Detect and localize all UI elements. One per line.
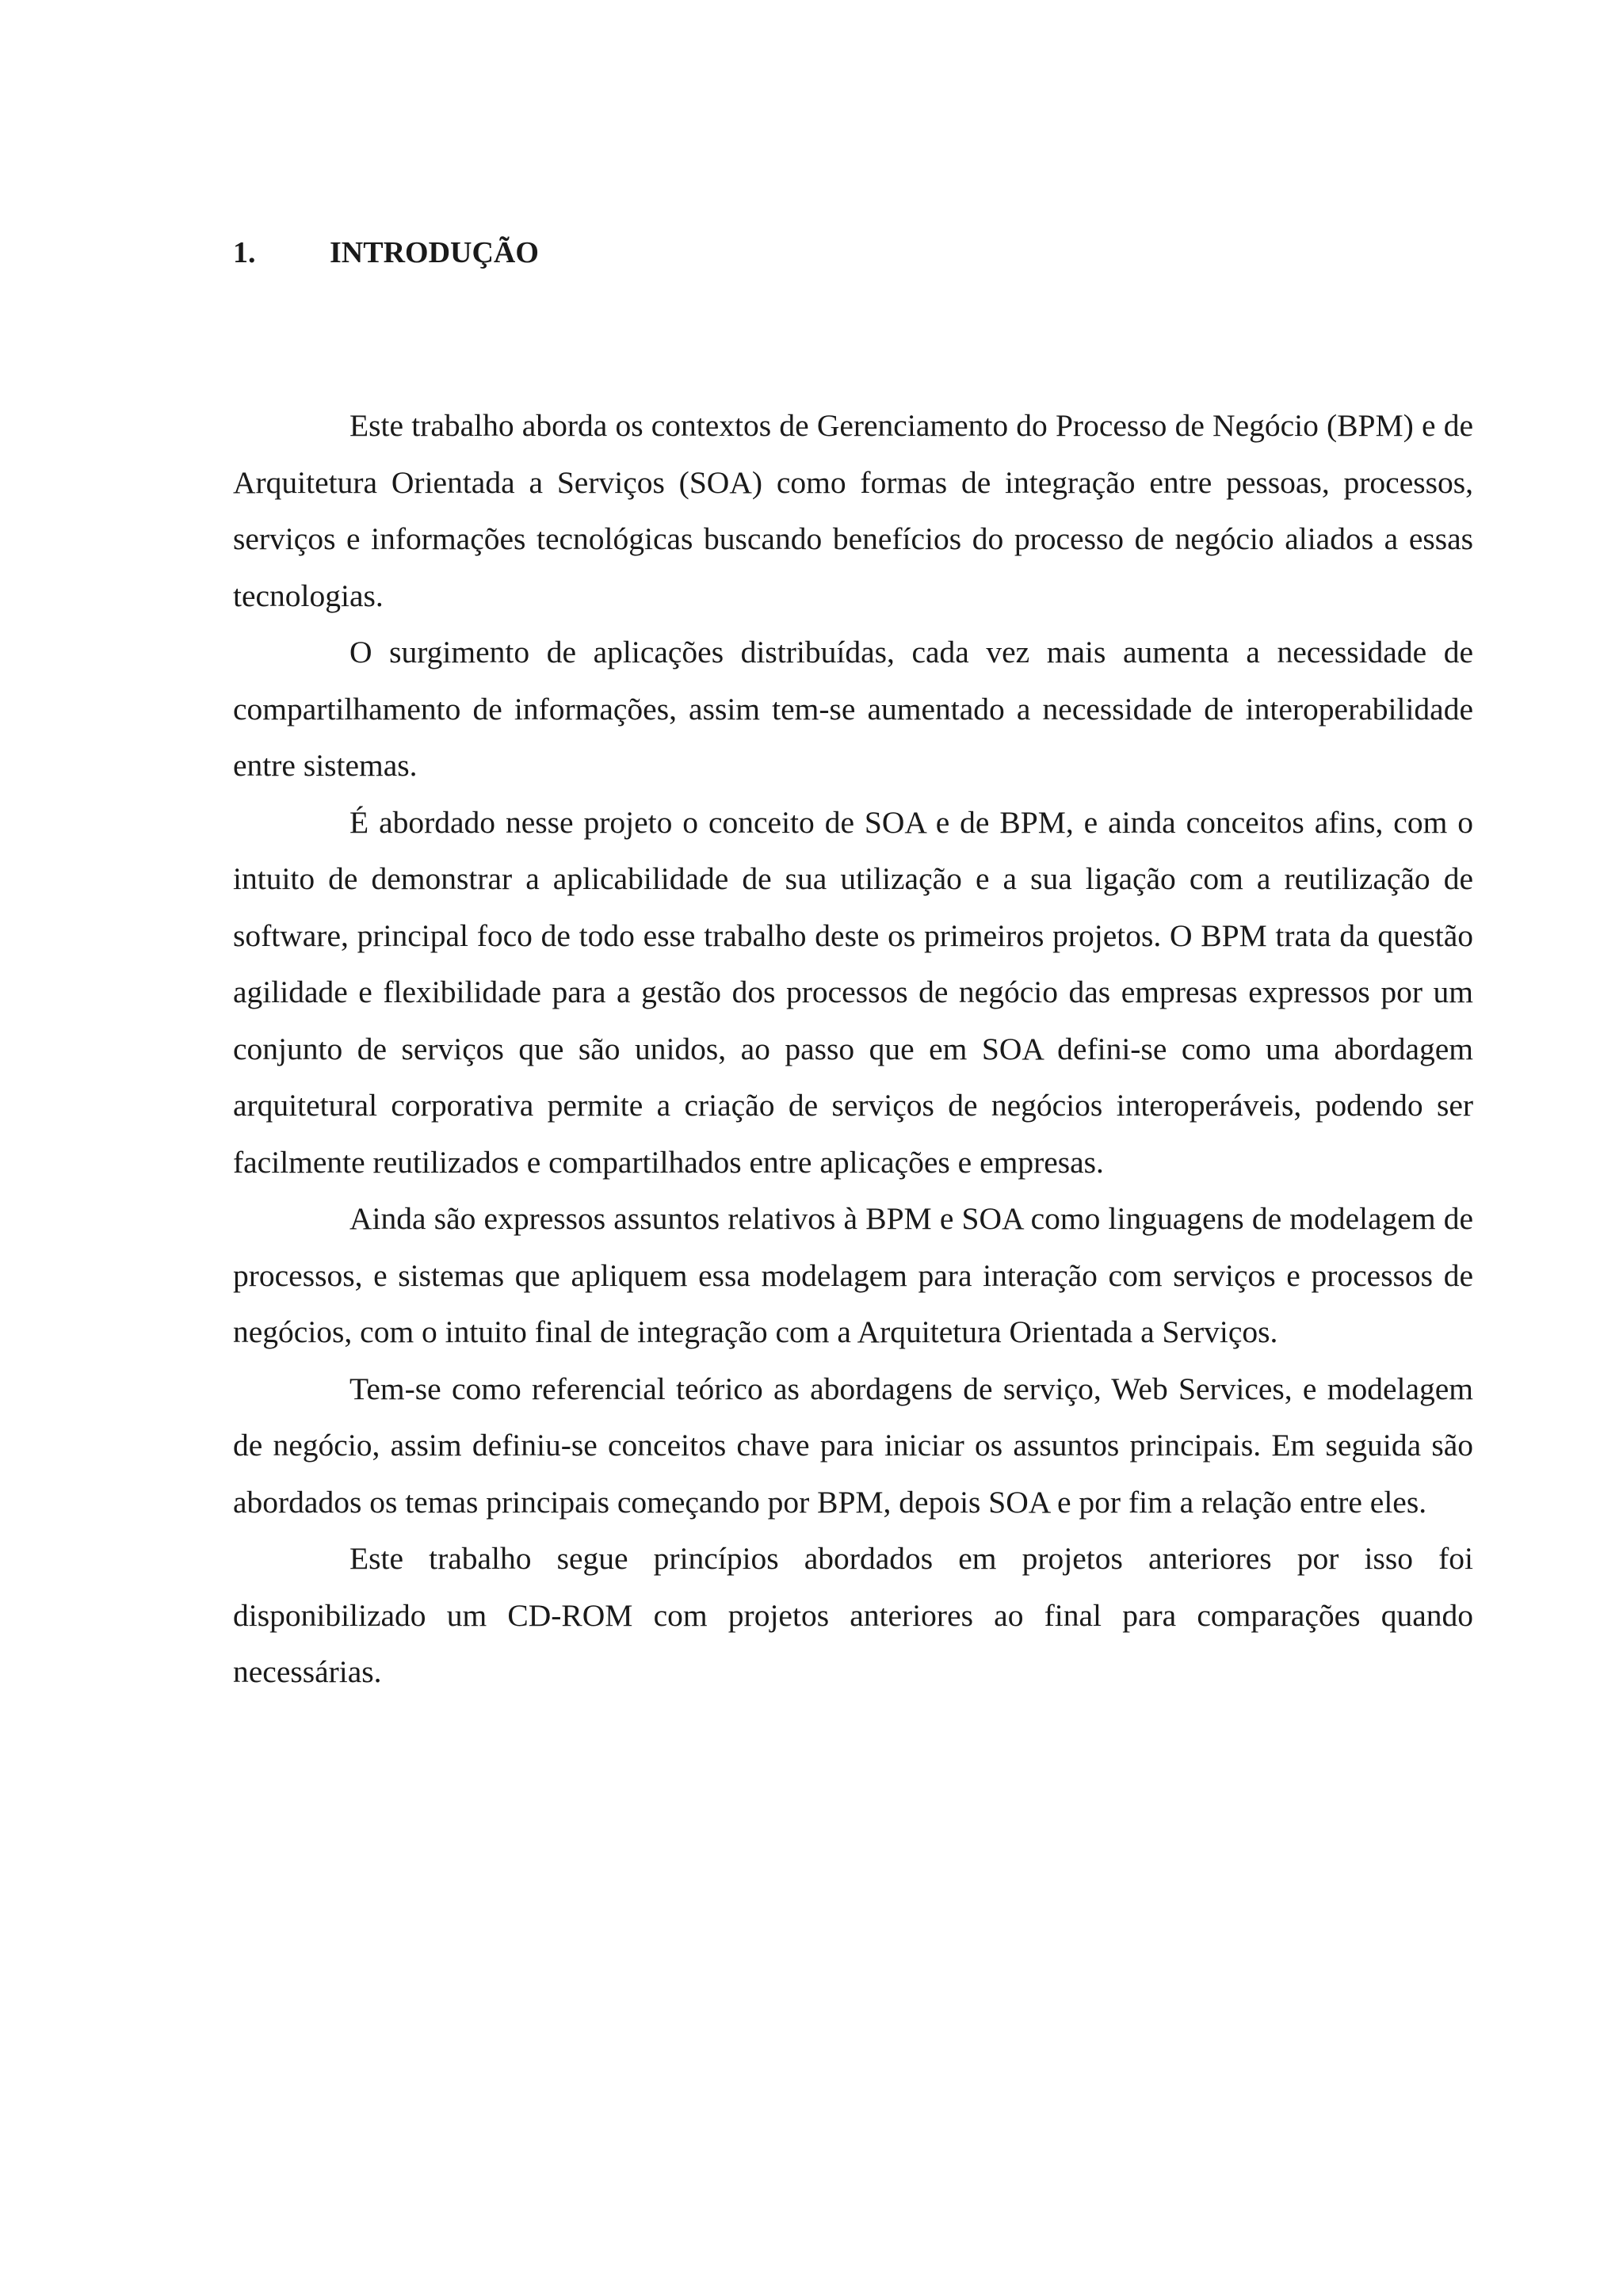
paragraph: O surgimento de aplicações distribuídas, cada vez mais aumenta a necessidade de compartilhamento de informações, assim tem-se aumentado a necessidade de interoperabilidade entre sistemas. bbox=[233, 635, 1473, 783]
paragraph: Tem-se como referencial teórico as abordagens de serviço, Web Services, e modelagem de negócio, assim definiu-se conceitos chave para iniciar os assuntos principais. Em seguida são abordados os temas principais começando por BPM, depois SOA e por fim a relação entre eles. bbox=[233, 1371, 1473, 1520]
section-number: 1. bbox=[233, 236, 256, 269]
paragraph: Ainda são expressos assuntos relativos à BPM e SOA como linguagens de modelagem de processos, e sistemas que apliquem essa modelagem para interação com serviços e processos de negócios, com o intuito final de integração com a Arquitetura Orientada a Serviços. bbox=[233, 1201, 1473, 1349]
paragraph: Este trabalho aborda os contextos de Gerenciamento do Processo de Negócio (BPM) e de Arquitetura Orientada a Serviços (SOA) como formas de integração entre pessoas, processos, serviços e informações tecnológicas buscando benefícios do processo de negócio aliados a essas tecnologias. bbox=[233, 408, 1473, 613]
body-text bbox=[233, 398, 1473, 1701]
section-title: INTRODUÇÃO bbox=[330, 236, 539, 269]
paragraph: Este trabalho segue princípios abordados em projetos anteriores por isso foi disponibilizado um CD-ROM com projetos anteriores ao final para comparações quando necessárias. bbox=[233, 1541, 1473, 1689]
section-heading bbox=[233, 231, 539, 275]
paragraph: É abordado nesse projeto o conceito de SOA e de BPM, e ainda conceitos afins, com o intuito de demonstrar a aplicabilidade de sua utilização e a sua ligação com a reutilização de software, principal foco de todo esse trabalho deste os primeiros projetos. O BPM trata da questão agilidade e flexibilidade para a gestão dos processos de negócio das empresas expressos por um conjunto de serviços que são unidos, ao passo que em SOA defini-se como uma abordagem arquitetural corporativa permite a criação de serviços de negócios interoperáveis, podendo ser facilmente reutilizados e compartilhados entre aplicações e empresas. bbox=[233, 804, 1473, 1180]
